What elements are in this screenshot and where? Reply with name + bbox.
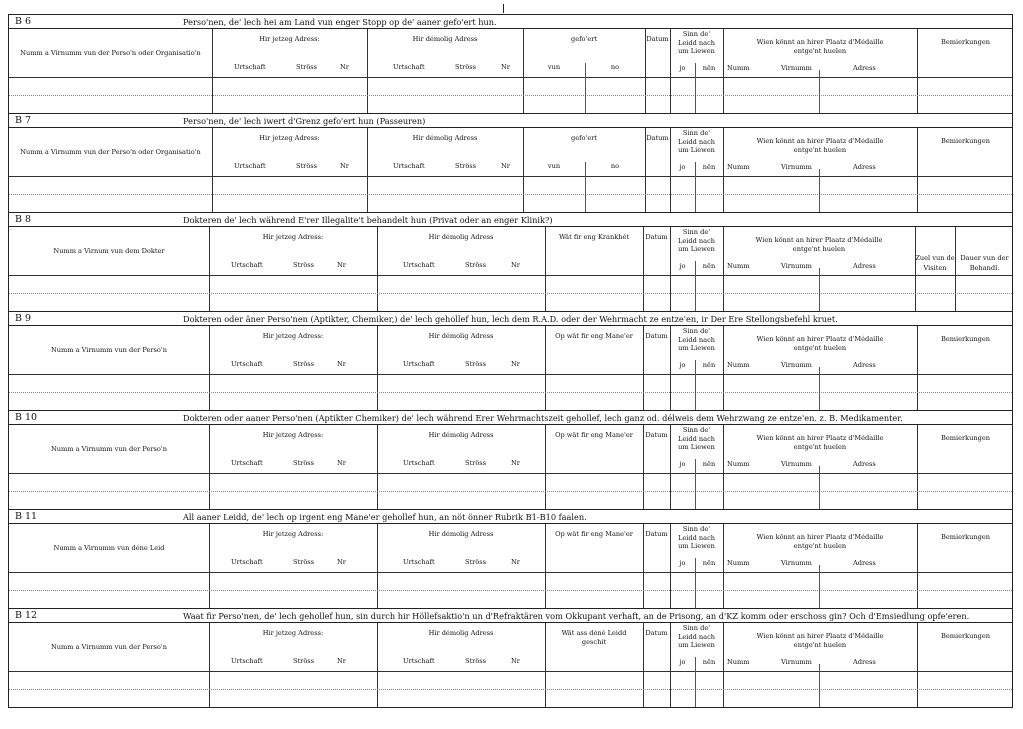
date-header: Datum bbox=[646, 134, 669, 142]
section-b10 bbox=[8, 410, 1013, 510]
remarks-header: Bemierkungen bbox=[940, 632, 991, 640]
to-subheader: no bbox=[610, 162, 620, 170]
former-address-header: Hir démolig Adress bbox=[428, 431, 494, 439]
locality-subheader: Urtschaft bbox=[234, 162, 266, 170]
current-address-header: Hir jetzeg Adress: bbox=[262, 431, 324, 439]
address-subheader: Adress bbox=[853, 163, 876, 171]
header-bottom-rule bbox=[9, 77, 1012, 78]
name-column-header: Numm a Virnumm vun déne Leid bbox=[53, 544, 165, 552]
registration-form bbox=[8, 14, 1013, 714]
section-code: B 10 bbox=[15, 412, 38, 423]
yes-subheader: jo bbox=[679, 361, 686, 369]
locality-subheader: Urtschaft bbox=[231, 558, 263, 566]
alive-column-header: Sinn de' Leidd nach um Liewen bbox=[677, 129, 716, 154]
no-subheader: nën bbox=[702, 361, 716, 369]
alive-column-header: Sinn de' Leidd nach um Liewen bbox=[677, 327, 716, 352]
visits-header: Zuel vun de Visiten bbox=[915, 254, 955, 272]
date-header: Datum bbox=[645, 431, 668, 439]
top-tick-mark bbox=[503, 4, 504, 13]
surname-subheader: Numm bbox=[727, 559, 750, 567]
section-code: B 8 bbox=[15, 214, 32, 225]
name-column-header: Numm a Virnumm vun der Perso'n bbox=[51, 445, 167, 453]
section-header bbox=[9, 312, 1012, 326]
surname-subheader: Numm bbox=[727, 658, 750, 666]
remarks-header: Bemierkungen bbox=[940, 335, 991, 343]
locality-subheader: Urtschaft bbox=[403, 459, 435, 467]
surname-subheader: Numm bbox=[727, 64, 750, 72]
no-subheader: nën bbox=[702, 163, 716, 171]
transport-column-header: gefo'ert bbox=[570, 134, 598, 142]
locality-subheader: Urtschaft bbox=[393, 63, 425, 71]
alive-column-header: Sinn de' Leidd nach um Liewen bbox=[677, 30, 716, 55]
firstname-subheader: Virnumm bbox=[781, 163, 812, 171]
to-subheader: no bbox=[610, 63, 620, 71]
name-column-header: Numm a Virnumm vun der Perso'n oder Organisatio'n bbox=[20, 49, 201, 57]
current-address-header: Hir jetzeg Adress: bbox=[259, 134, 320, 142]
locality-subheader: Urtschaft bbox=[231, 459, 263, 467]
header-bottom-rule bbox=[9, 671, 1012, 672]
current-address-header: Hir jetzeg Adress: bbox=[262, 332, 324, 340]
street-subheader: Ströss bbox=[465, 558, 487, 566]
data-row-dotted-line bbox=[9, 392, 1012, 393]
sub-column-divider bbox=[819, 70, 820, 113]
street-subheader: Ströss bbox=[465, 261, 487, 269]
medal-column-header: Wien könnt an hirer Plaatz d'Médaille entge'nt huelen bbox=[756, 632, 884, 649]
section-b9 bbox=[8, 311, 1013, 411]
remarks-header: Bemierkungen bbox=[940, 137, 991, 145]
sub-column-divider bbox=[819, 664, 820, 707]
locality-subheader: Urtschaft bbox=[403, 657, 435, 665]
header-bottom-rule bbox=[9, 473, 1012, 474]
transport-column-header: gefo'ert bbox=[570, 35, 598, 43]
sub-column-divider bbox=[819, 565, 820, 608]
number-subheader: Nr bbox=[340, 63, 349, 71]
section-b7 bbox=[8, 113, 1013, 213]
locality-subheader: Urtschaft bbox=[231, 657, 263, 665]
alive-column-header: Sinn de' Leidd nach um Liewen bbox=[677, 525, 716, 550]
street-subheader: Ströss bbox=[293, 261, 315, 269]
street-subheader: Ströss bbox=[465, 459, 487, 467]
locality-subheader: Urtschaft bbox=[231, 261, 263, 269]
section-header bbox=[9, 213, 1012, 227]
medal-column-header: Wien könnt an hirer Plaatz d'Médaille entge'nt huelen bbox=[756, 137, 884, 154]
former-address-header: Hir démolig Adress bbox=[412, 134, 478, 142]
section-title: Waat fir Perso'nen, de' lech gehollef hun, sin durch hir Höllefsaktio'n un d'Refraktären vom Okkupant verhaft, an de Prisong, an d'KZ komm oder erschoss gin? Och d'Emsiedlung opfe'eren. bbox=[183, 611, 970, 621]
from-subheader: vun bbox=[547, 63, 561, 71]
medal-column-header: Wien könnt an hirer Plaatz d'Médaille entge'nt huelen bbox=[756, 434, 884, 451]
street-subheader: Ströss bbox=[293, 459, 315, 467]
firstname-subheader: Virnumm bbox=[781, 361, 812, 369]
street-subheader: Ströss bbox=[296, 63, 318, 71]
street-subheader: Ströss bbox=[465, 657, 487, 665]
locality-subheader: Urtschaft bbox=[403, 558, 435, 566]
section-title: Dokteren oder äner Perso'nen (Aptikter, Chemiker,) de' lech gehollef hun, lech dem R.A.D. oder der Wehrmacht ze entze'en, ir Der Ere Stellongsbefehl kruet. bbox=[183, 314, 838, 324]
header-bottom-rule bbox=[9, 572, 1012, 573]
street-subheader: Ströss bbox=[455, 162, 477, 170]
sub-column-divider bbox=[819, 169, 820, 212]
name-column-header: Numm a Virnumm vun der Perso'n bbox=[51, 643, 167, 651]
surname-subheader: Numm bbox=[727, 460, 750, 468]
section-header bbox=[9, 510, 1012, 524]
alive-column-header: Sinn de' Leidd nach um Liewen bbox=[677, 624, 716, 649]
data-row-dotted-line bbox=[9, 689, 1012, 690]
street-subheader: Ströss bbox=[455, 63, 477, 71]
firstname-subheader: Virnumm bbox=[781, 559, 812, 567]
no-subheader: nën bbox=[702, 460, 716, 468]
section-code: B 7 bbox=[15, 115, 32, 126]
alive-column-header: Sinn de' Leidd nach um Liewen bbox=[677, 426, 716, 451]
number-subheader: Nr bbox=[501, 63, 510, 71]
number-subheader: Nr bbox=[501, 162, 510, 170]
header-bottom-rule bbox=[9, 176, 1012, 177]
locality-subheader: Urtschaft bbox=[231, 360, 263, 368]
yes-subheader: jo bbox=[679, 64, 686, 72]
remarks-header: Bemierkungen bbox=[940, 434, 991, 442]
no-subheader: nën bbox=[702, 64, 716, 72]
firstname-subheader: Virnumm bbox=[781, 64, 812, 72]
address-subheader: Adress bbox=[853, 460, 876, 468]
section-b11 bbox=[8, 509, 1013, 609]
number-subheader: Nr bbox=[337, 360, 346, 368]
number-subheader: Nr bbox=[337, 657, 346, 665]
street-subheader: Ströss bbox=[293, 360, 315, 368]
section-code: B 12 bbox=[15, 610, 38, 621]
name-column-header: Numm a Virnumm vun der Perso'n bbox=[51, 346, 167, 354]
address-subheader: Adress bbox=[853, 361, 876, 369]
method-column-header: Op wät fir eng Mane'er bbox=[555, 431, 633, 439]
section-title: All aaner Leidd, de' lech op irgent eng Mane'er gehollef hun, an nöt önner Rubrik B1-B10 faalen. bbox=[183, 512, 587, 522]
sub-column-divider bbox=[819, 466, 820, 509]
former-address-header: Hir démolig Adress bbox=[428, 629, 494, 637]
medal-column-header: Wien könnt an hirer Plaatz d'Médaille entge'nt huelen bbox=[755, 236, 883, 253]
number-subheader: Nr bbox=[337, 558, 346, 566]
data-row-dotted-line bbox=[9, 194, 1012, 195]
section-header bbox=[9, 609, 1012, 623]
sub-column-divider bbox=[819, 367, 820, 410]
section-header bbox=[9, 15, 1012, 29]
section-title: Perso'nen, de' lech hei am Land vun enger Stopp op de' aaner gefo'ert hun. bbox=[183, 17, 497, 27]
number-subheader: Nr bbox=[511, 558, 520, 566]
section-header bbox=[9, 114, 1012, 128]
remarks-header: Bemierkungen bbox=[940, 533, 991, 541]
yes-subheader: jo bbox=[679, 658, 686, 666]
number-subheader: Nr bbox=[511, 360, 520, 368]
section-code: B 11 bbox=[15, 511, 38, 522]
address-subheader: Adress bbox=[853, 262, 876, 270]
date-header: Datum bbox=[645, 530, 668, 538]
street-subheader: Ströss bbox=[293, 657, 315, 665]
section-b6 bbox=[8, 14, 1013, 114]
current-address-header: Hir jetzeg Adress: bbox=[259, 35, 320, 43]
number-subheader: Nr bbox=[511, 261, 520, 269]
firstname-subheader: Virnumm bbox=[781, 460, 812, 468]
section-title: Perso'nen, de' lech iwert d'Grenz gefo'ert hun (Passeuren) bbox=[183, 116, 426, 126]
duration-header: Dauer vun der Behandl. bbox=[960, 254, 1009, 272]
former-address-header: Hir démolig Adress bbox=[428, 530, 494, 538]
locality-subheader: Urtschaft bbox=[403, 360, 435, 368]
surname-subheader: Numm bbox=[727, 163, 750, 171]
surname-subheader: Numm bbox=[727, 262, 750, 270]
name-column-header: Numm a Virnum vun dem Dokter bbox=[53, 247, 165, 255]
section-b12 bbox=[8, 608, 1013, 708]
locality-subheader: Urtschaft bbox=[234, 63, 266, 71]
method-column-header: Op wät fir eng Mane'er bbox=[555, 530, 633, 538]
no-subheader: nën bbox=[702, 262, 716, 270]
yes-subheader: jo bbox=[679, 262, 686, 270]
yes-subheader: jo bbox=[679, 559, 686, 567]
alive-column-header: Sinn de' Leidd nach um Liewen bbox=[677, 228, 716, 253]
medal-column-header: Wien könnt an hirer Plaatz d'Médaille entge'nt huelen bbox=[756, 38, 884, 55]
yes-subheader: jo bbox=[679, 163, 686, 171]
firstname-subheader: Virnumm bbox=[781, 262, 812, 270]
number-subheader: Nr bbox=[511, 657, 520, 665]
remarks-header: Bemierkungen bbox=[940, 38, 991, 46]
number-subheader: Nr bbox=[511, 459, 520, 467]
data-row-dotted-line bbox=[9, 95, 1012, 96]
firstname-subheader: Virnumm bbox=[781, 658, 812, 666]
medal-column-header: Wien könnt an hirer Plaatz d'Médaille entge'nt huelen bbox=[756, 335, 884, 352]
address-subheader: Adress bbox=[853, 64, 876, 72]
surname-subheader: Numm bbox=[727, 361, 750, 369]
header-bottom-rule bbox=[9, 374, 1012, 375]
section-title: Dokteren de' lech während E'rer Illegalite't behandelt hun (Privat oder an enger Klinik?) bbox=[183, 215, 553, 225]
sub-column-divider bbox=[819, 268, 820, 311]
section-title: Dokteren oder aaner Perso'nen (Aptikter Chemiker) de' lech während Erer Wehrmachtszeit gehollef, lech ganz od. délweis dem Wehrzwang ze entze'en. z. B. Medikamenter. bbox=[183, 413, 903, 423]
date-header: Datum bbox=[645, 233, 668, 241]
number-subheader: Nr bbox=[337, 459, 346, 467]
data-row-dotted-line bbox=[9, 293, 1012, 294]
medal-column-header: Wien könnt an hirer Plaatz d'Médaille entge'nt huelen bbox=[756, 533, 884, 550]
street-subheader: Ströss bbox=[293, 558, 315, 566]
name-column-header: Numm a Virnumm vun der Perso'n oder Organisatio'n bbox=[20, 148, 201, 156]
current-address-header: Hir jetzeg Adress: bbox=[262, 629, 324, 637]
street-subheader: Ströss bbox=[465, 360, 487, 368]
number-subheader: Nr bbox=[337, 261, 346, 269]
no-subheader: nën bbox=[702, 559, 716, 567]
locality-subheader: Urtschaft bbox=[393, 162, 425, 170]
number-subheader: Nr bbox=[340, 162, 349, 170]
date-header: Datum bbox=[645, 332, 668, 340]
date-header: Datum bbox=[646, 35, 669, 43]
header-bottom-rule bbox=[9, 275, 1012, 276]
data-row-dotted-line bbox=[9, 491, 1012, 492]
section-code: B 9 bbox=[15, 313, 32, 324]
section-b8 bbox=[8, 212, 1013, 312]
former-address-header: Hir démolig Adress bbox=[412, 35, 478, 43]
locality-subheader: Urtschaft bbox=[403, 261, 435, 269]
street-subheader: Ströss bbox=[296, 162, 318, 170]
address-subheader: Adress bbox=[853, 559, 876, 567]
method-column-header: Wät fir eng Krankhét bbox=[558, 233, 630, 241]
former-address-header: Hir démolig Adress bbox=[428, 233, 494, 241]
method-column-header: Op wät fir eng Mane'er bbox=[555, 332, 633, 340]
no-subheader: nën bbox=[702, 658, 716, 666]
section-code: B 6 bbox=[15, 16, 32, 27]
method-column-header: Wät ass déné Leidd geschit bbox=[561, 629, 627, 646]
yes-subheader: jo bbox=[679, 460, 686, 468]
date-header: Datum bbox=[645, 629, 668, 637]
section-header bbox=[9, 411, 1012, 425]
data-row-dotted-line bbox=[9, 590, 1012, 591]
address-subheader: Adress bbox=[853, 658, 876, 666]
former-address-header: Hir démolig Adress bbox=[428, 332, 494, 340]
from-subheader: vun bbox=[547, 162, 561, 170]
current-address-header: Hir jetzeg Adress: bbox=[262, 530, 324, 538]
current-address-header: Hir jetzeg Adress: bbox=[262, 233, 324, 241]
